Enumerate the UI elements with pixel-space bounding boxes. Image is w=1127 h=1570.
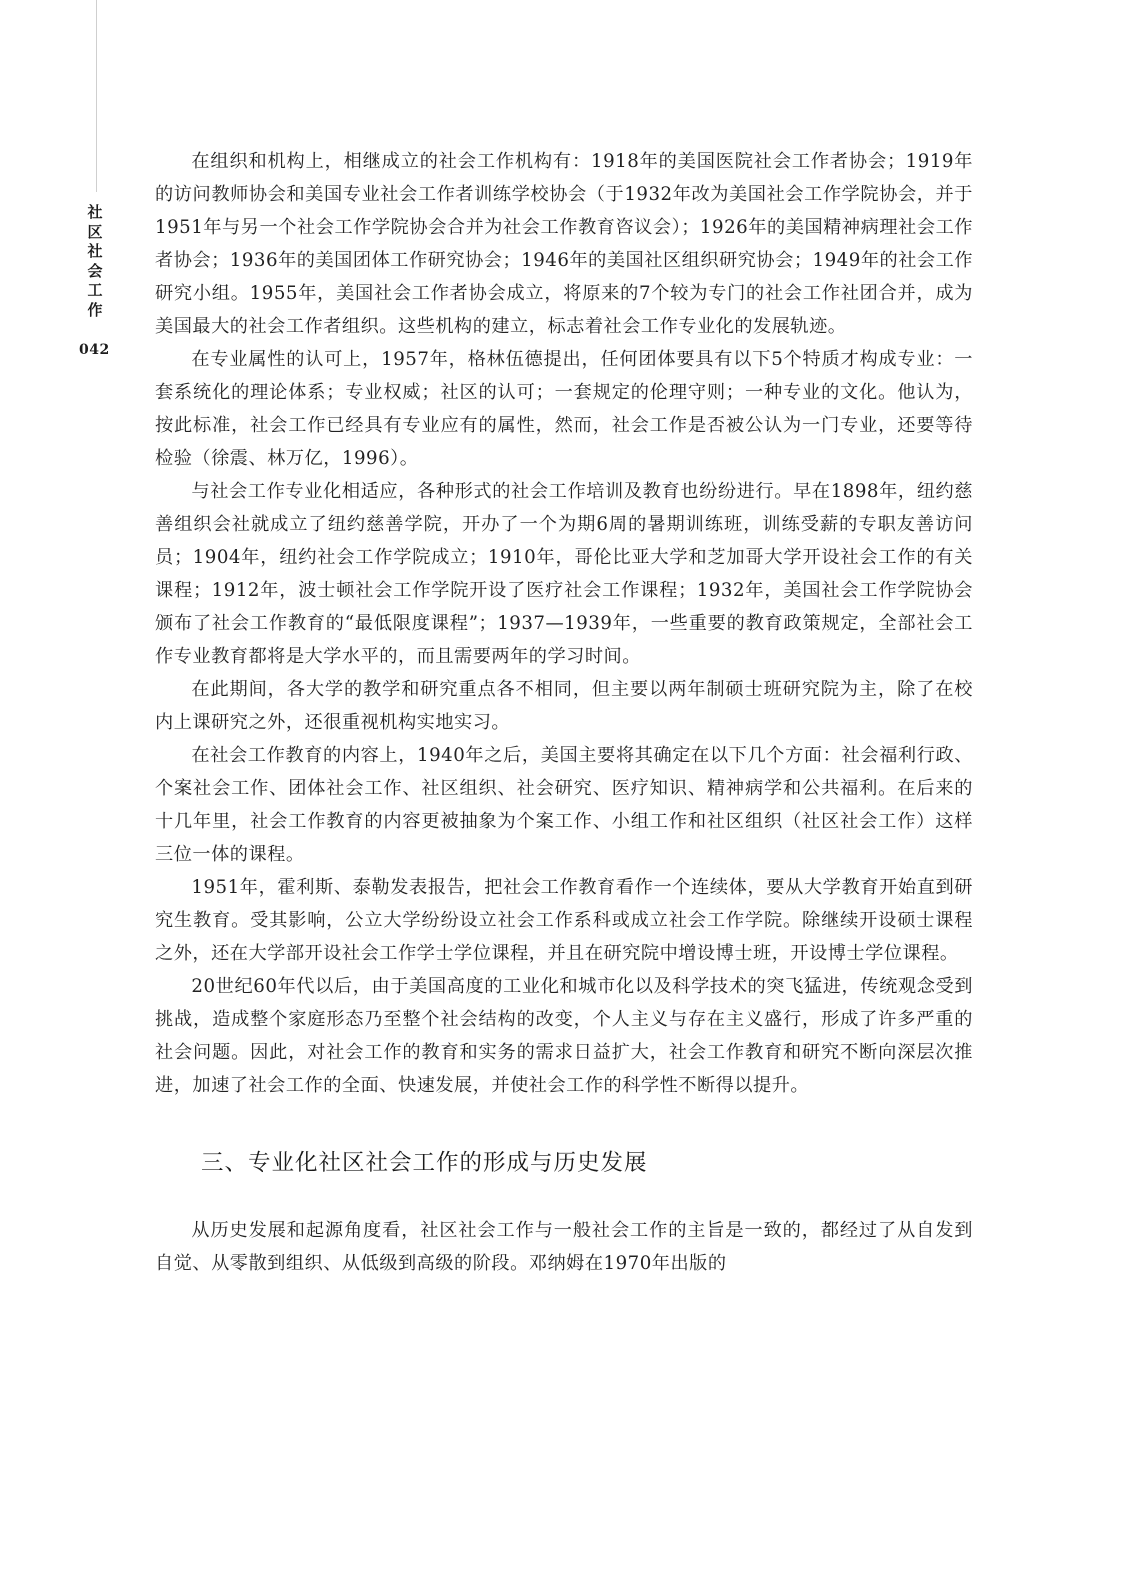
page-number: 042 [79,342,110,358]
paragraph-training-education: 与社会工作专业化相适应，各种形式的社会工作培训及教育也纷纷进行。早在1898年，纽约慈善组织会社就成立了纽约慈善学院，开办了一个为期6周的暑期训练班，训练受薪的专职友善访问员；1904年，纽约社会工作学院成立；1910年，哥伦比亚大学和芝加哥大学开设社会工作的有关课程；1912年，波士顿社会工作学院开设了医疗社会工作课程；1932年，美国社会工作学院协会颁布了社会工作教育的“最低限度课程”；1937—1939年，一些重要的教育政策规定，全部社会工作专业教育都将是大学水平的，而且需要两年的学习时间。 [155,481,973,667]
running-head-vertical: 社区社会工作 [87,203,103,319]
paragraph-1960s: 20世纪60年代以后，由于美国高度的工业化和城市化以及科学技术的突飞猛进，传统观念受到挑战，造成整个家庭形态乃至整个社会结构的改变，个人主义与存在主义盛行，形成了许多严重的社会问题。因此，对社会工作的教育和实务的需求日益扩大，社会工作教育和研究不断向深层次推进，加速了社会工作的全面、快速发展，并使社会工作的科学性不断得以提升。 [155,976,973,1096]
paragraph-education-content: 在社会工作教育的内容上，1940年之后，美国主要将其确定在以下几个方面：社会福利行政、个案社会工作、团体社会工作、社区组织、社会研究、医疗知识、精神病学和公共福利。在后来的十几年里，社会工作教育的内容更被抽象为个案工作、小组工作和社区组织（社区社会工作）这样三位一体的课程。 [155,745,973,865]
margin-rule [96,0,97,192]
section-heading: 三、专业化社区社会工作的形成与历史发展 [201,1150,648,1176]
paragraph-organizations: 在组织和机构上，相继成立的社会工作机构有：1918年的美国医院社会工作者协会；1919年的访问教师协会和美国专业社会工作者训练学校协会（于1932年改为美国社会工作学院协会，并于1951年与另一个社会工作学院协会合并为社会工作教育咨议会）；1926年的美国精神病理社会工作者协会；1936年的美国团体工作研究协会；1946年的美国社区组织研究协会；1949年的社会工作研究小组。1955年，美国社会工作者协会成立，将原来的7个较为专门的社会工作社团合并，成为美国最大的社会工作者组织。这些机构的建立，标志着社会工作专业化的发展轨迹。 [155,151,973,337]
paragraph-professional-attributes: 在专业属性的认可上，1957年，格林伍德提出，任何团体要具有以下5个特质才构成专业：一套系统化的理论体系；专业权威；社区的认可；一套规定的伦理守则；一种专业的文化。他认为，按此标准，社会工作已经具有专业应有的属性，然而，社会工作是否被公认为一门专业，还要等待检验（徐震、林万亿，1996）。 [155,349,973,469]
paragraph-research-focus: 在此期间，各大学的教学和研究重点各不相同，但主要以两年制硕士班研究院为主，除了在校内上课研究之外，还很重视机构实地实习。 [155,679,973,733]
paragraph-history-origin: 从历史发展和起源角度看，社区社会工作与一般社会工作的主旨是一致的，都经过了从自发到自觉、从零散到组织、从低级到高级的阶段。邓纳姆在1970年出版的 [155,1220,973,1274]
body-text [155,145,973,1280]
paragraph-1951-report: 1951年，霍利斯、泰勒发表报告，把社会工作教育看作一个连续体，要从大学教育开始直到研究生教育。受其影响，公立大学纷纷设立社会工作系科或成立社会工作学院。除继续开设硕士课程之外，还在大学部开设社会工作学士学位课程，并且在研究院中增设博士班，开设博士学位课程。 [155,877,973,964]
